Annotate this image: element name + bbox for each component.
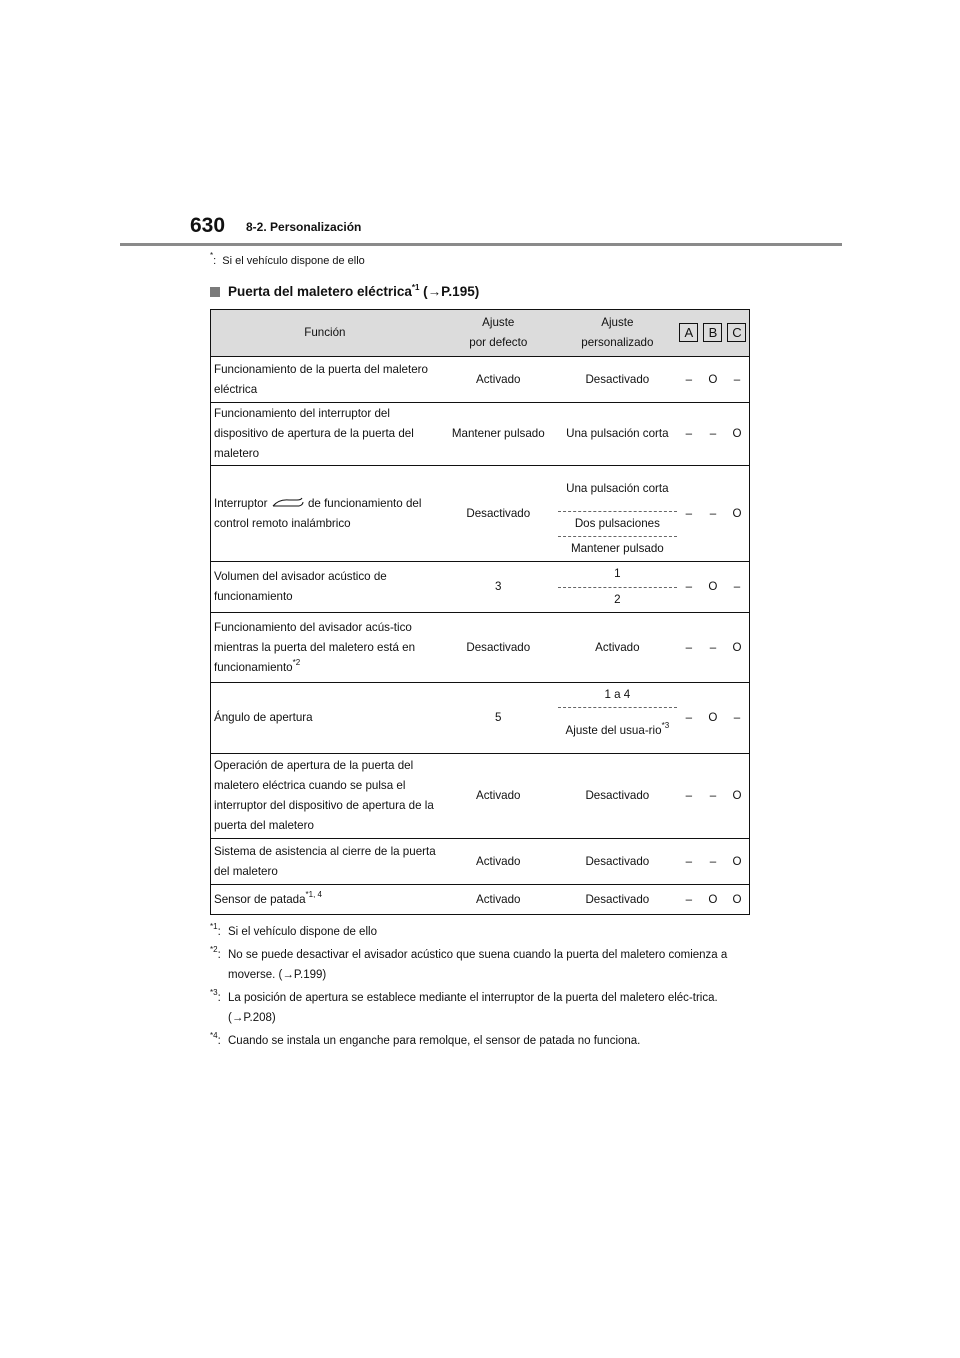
cell-custom: 1 a 4 <box>558 683 677 708</box>
cell-a: – <box>677 562 701 613</box>
cell-c: – <box>725 357 750 403</box>
footnote: $^{*1}$: Si el vehículo dispone de ello <box>210 922 377 938</box>
cell-custom: 2 <box>558 587 677 613</box>
cell-default: Activado <box>439 754 558 839</box>
cell-c: O <box>725 754 750 839</box>
cell-c: O <box>725 613 750 683</box>
table-row <box>211 562 750 588</box>
heading-title: Puerta del maletero eléctrica <box>228 284 412 299</box>
cell-default: Activado <box>439 839 558 885</box>
header-divider <box>120 243 842 246</box>
col-b: B <box>701 310 725 357</box>
cell-a: – <box>677 839 701 885</box>
heading-ref: (→P.195) <box>423 284 480 299</box>
table-row <box>211 357 750 403</box>
cell-function: Ángulo de apertura <box>211 683 439 754</box>
cell-c: O <box>725 885 750 915</box>
cell-custom: Una pulsación corta <box>558 403 677 466</box>
table-row <box>211 403 750 466</box>
cell-default: 5 <box>439 683 558 754</box>
cell-b: – <box>701 613 725 683</box>
top-note-mark: * <box>210 251 214 261</box>
cell-default: Activado <box>439 885 558 915</box>
table-row <box>211 466 750 512</box>
footnote: $^{*4}$: Cuando se instala un enganche para remolque, el sensor de patada no funciona. <box>210 1031 641 1047</box>
cell-b: O <box>701 562 725 613</box>
cell-default: Mantener pulsado <box>439 403 558 466</box>
cell-custom: Activado <box>558 613 677 683</box>
cell-function: Funcionamiento de la puerta del maletero eléctrica <box>211 357 439 403</box>
cell-custom: 1 <box>558 562 677 588</box>
cell-function: Funcionamiento del avisador acús-tico mientras la puerta del maletero está en funcionamiento$^{*2}$ <box>211 613 439 683</box>
col-custom: Ajuste personalizado <box>558 310 677 357</box>
cell-custom: Desactivado <box>558 357 677 403</box>
cell-c: O <box>725 403 750 466</box>
cell-a: – <box>677 683 701 754</box>
cell-function: Sistema de asistencia al cierre de la puerta del maletero <box>211 839 439 885</box>
cell-function: Sensor de patada$^{*1, 4}$ <box>211 885 439 915</box>
cell-function: Operación de apertura de la puerta del maletero eléctrica cuando se pulsa el interruptor del dispositivo de apertura de la puerta del maletero <box>211 754 439 839</box>
footnotes <box>210 922 760 1054</box>
cell-custom: Una pulsación corta <box>558 466 677 512</box>
footnote: $^{*2}$: No se puede desactivar el avisador acústico que suena cuando la puerta del maletero comienza a moverse. (→P.199) <box>210 945 728 981</box>
col-function: Función <box>211 310 439 357</box>
heading-sup: *1 <box>411 282 420 292</box>
footnote: $^{*3}$: La posición de apertura se establece mediante el interruptor de la puerta del maletero eléc-trica. (→P.208) <box>210 988 718 1024</box>
vehicle-back-door-icon <box>271 497 305 509</box>
cell-a: – <box>677 754 701 839</box>
cell-c: O <box>725 839 750 885</box>
section-title: 8-2. Personalización <box>246 220 362 234</box>
cell-a: – <box>677 613 701 683</box>
cell-custom: Mantener pulsado <box>558 537 677 562</box>
square-bullet-icon <box>210 287 220 297</box>
cell-custom: Dos pulsaciones <box>558 512 677 537</box>
cell-custom: Desactivado <box>558 885 677 915</box>
table-row <box>211 839 750 885</box>
cell-b: – <box>701 466 725 562</box>
cell-a: – <box>677 466 701 562</box>
col-a: A <box>677 310 701 357</box>
settings-table <box>210 309 750 915</box>
top-note-text: Si el vehículo dispone de ello <box>222 255 365 267</box>
table-row <box>211 754 750 839</box>
cell-c: O <box>725 466 750 562</box>
cell-default: Activado <box>439 357 558 403</box>
cell-default: 3 <box>439 562 558 613</box>
cell-b: O <box>701 357 725 403</box>
cell-custom: Desactivado <box>558 839 677 885</box>
cell-a: – <box>677 885 701 915</box>
cell-b: – <box>701 839 725 885</box>
cell-b: – <box>701 754 725 839</box>
cell-c: – <box>725 683 750 754</box>
table-row <box>211 683 750 708</box>
cell-function: Funcionamiento del interruptor del dispositivo de apertura de la puerta del maletero <box>211 403 439 466</box>
cell-b: O <box>701 885 725 915</box>
cell-function: Volumen del avisador acústico de funcionamiento <box>211 562 439 613</box>
col-default: Ajuste por defecto <box>439 310 558 357</box>
cell-default: Desactivado <box>439 466 558 562</box>
cell-b: – <box>701 403 725 466</box>
cell-c: – <box>725 562 750 613</box>
cell-b: O <box>701 683 725 754</box>
cell-default: Desactivado <box>439 613 558 683</box>
table-row <box>211 885 750 915</box>
cell-custom: Desactivado <box>558 754 677 839</box>
col-c: C <box>725 310 750 357</box>
page-number: 630 <box>190 214 226 237</box>
top-note: *: Si el vehículo dispone de ello <box>210 251 365 267</box>
section-heading <box>210 284 479 299</box>
cell-a: – <box>677 357 701 403</box>
table-header-row <box>211 310 750 357</box>
cell-custom: Ajuste del usua-rio$^{*3}$ <box>558 708 677 754</box>
table-row <box>211 613 750 683</box>
cell-function: Interruptor de funcionamiento del control remoto inalámbrico <box>211 466 439 562</box>
cell-a: – <box>677 403 701 466</box>
